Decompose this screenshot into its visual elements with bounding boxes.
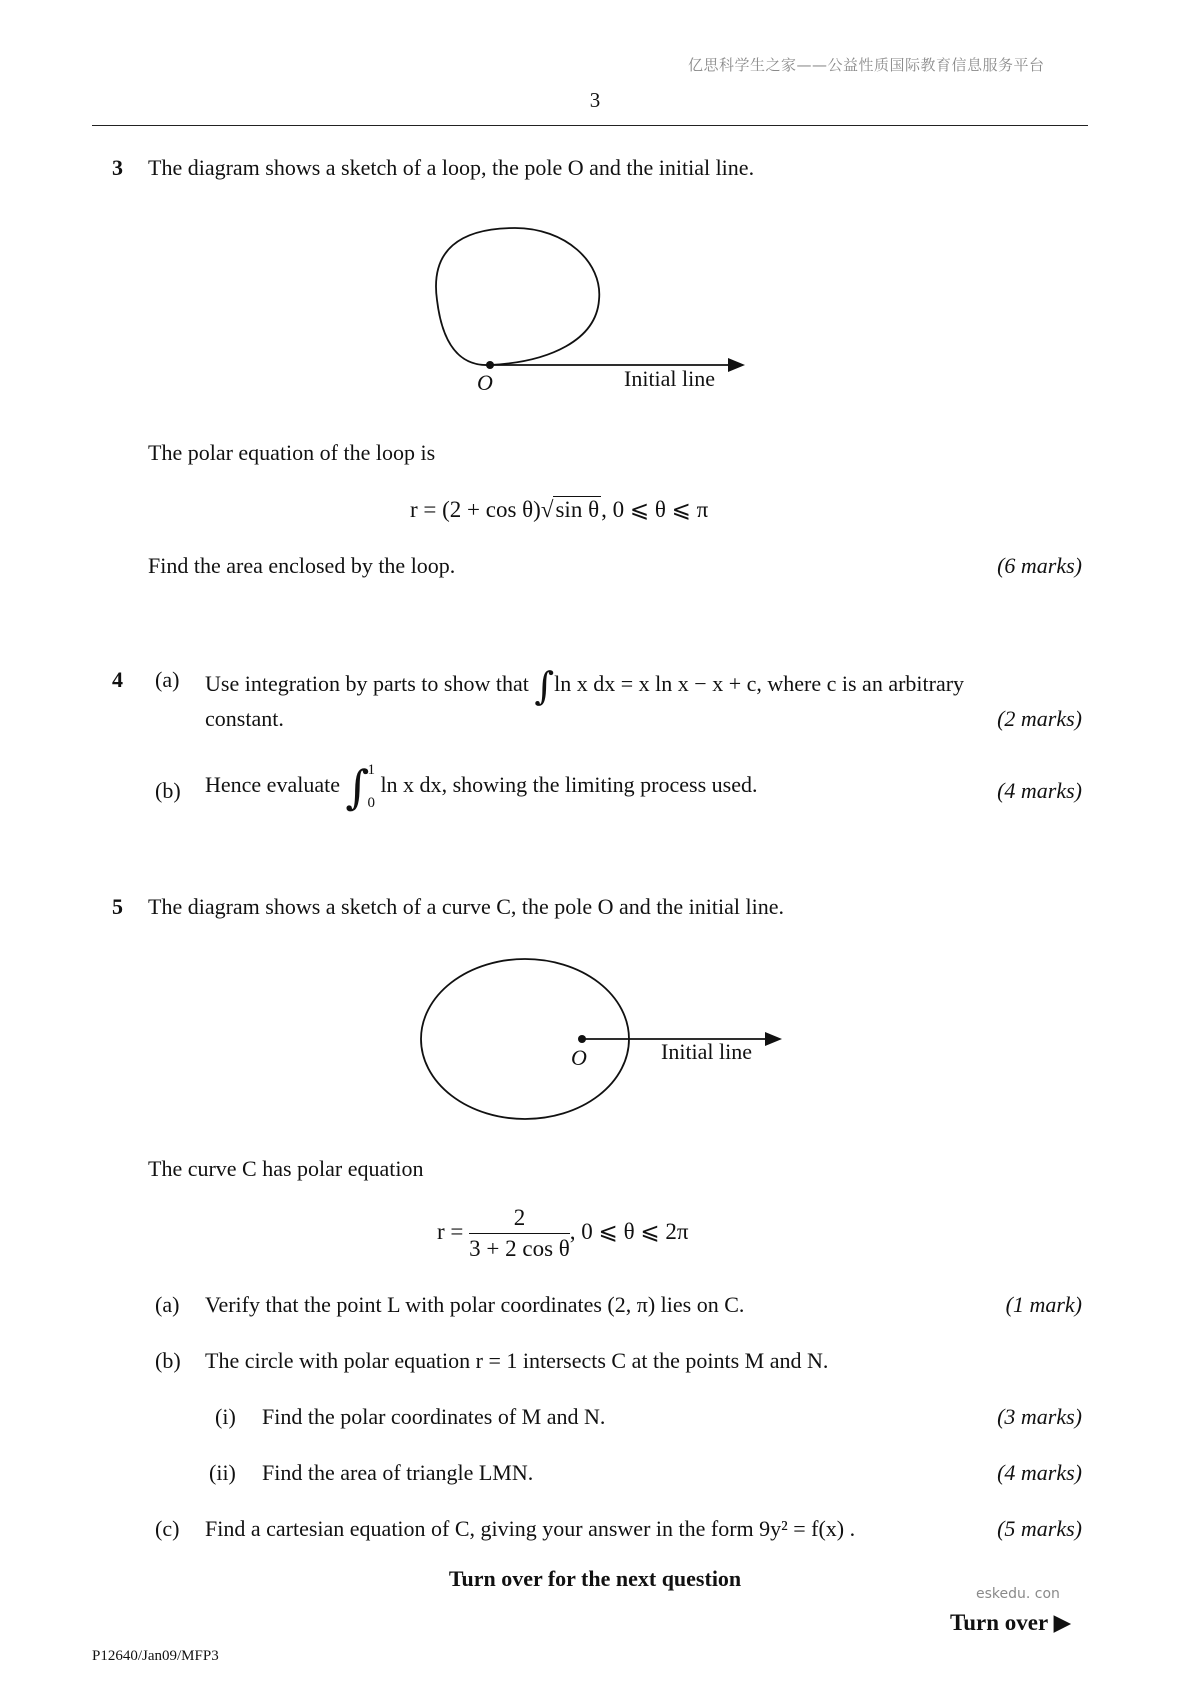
integral-sign: ∫ [534, 664, 555, 708]
q3-intro: The diagram shows a sketch of a loop, the pole O and the initial line. [148, 155, 755, 180]
q4b-text-after: , showing the limiting process used. [441, 771, 758, 797]
q4a-label: (a) [155, 667, 180, 692]
q4-number: 4 [112, 667, 123, 692]
q4a-text-after: , where c is an arbitrary [756, 671, 965, 697]
q5-eq-numerator: 2 [469, 1205, 570, 1234]
q5bi-label: (i) [215, 1404, 236, 1429]
q4b-text-before: Hence evaluate [205, 771, 340, 797]
q5-pole-label: O [571, 1045, 587, 1070]
q3-marks: (6 marks) [997, 553, 1082, 578]
q5-equation [437, 1205, 688, 1262]
q4a-line2: constant. [205, 706, 284, 731]
q4a-marks: (2 marks) [997, 706, 1082, 731]
q3-number: 3 [112, 155, 123, 180]
turn-over-link[interactable]: Turn over ▶ [950, 1610, 1072, 1635]
q5c-text: Find a cartesian equation of C, giving your answer in the form 9y² = f(x) . [205, 1516, 856, 1541]
lower-limit: 0 [367, 795, 375, 811]
q5bi-text: Find the polar coordinates of M and N. [262, 1404, 606, 1429]
definite-integral-sign: ∫ [345, 759, 370, 814]
q3-task: Find the area enclosed by the loop. [148, 553, 456, 578]
q3-eq-range: , 0 ⩽ θ ⩽ π [601, 497, 709, 522]
q5-equation-intro: The curve C has polar equation [148, 1156, 424, 1181]
q5-eq-fraction [469, 1205, 570, 1262]
header-watermark: 亿思科学生之家——公益性质国际教育信息服务平台 [688, 56, 1045, 74]
q3-initial-line-label: Initial line [624, 366, 716, 391]
q4b-marks: (4 marks) [997, 778, 1082, 803]
q3-pole-label: O [477, 370, 493, 395]
turn-over-next-question: Turn over for the next question [448, 1566, 742, 1591]
q5-initial-line-label: Initial line [661, 1039, 753, 1064]
q4b-label: (b) [155, 778, 181, 803]
q5a-text: Verify that the point L with polar coordinates (2, π) lies on C. [205, 1292, 745, 1317]
q3-eq-radicand: sin θ [555, 497, 600, 522]
q5-number: 5 [112, 894, 123, 919]
q5bii-marks: (4 marks) [997, 1460, 1082, 1485]
sqrt-symbol: √ [540, 497, 554, 522]
q5-eq-lhs: r = [437, 1218, 464, 1244]
paper-code: P12640/Jan09/MFP3 [92, 1648, 219, 1664]
q5bii-label: (ii) [209, 1460, 236, 1485]
q3-eq-lhs: r = (2 + cos θ) [410, 497, 541, 522]
q4b-integrand: ln x dx [380, 771, 442, 797]
upper-limit: 1 [367, 762, 375, 778]
q5bi-marks: (3 marks) [997, 1404, 1082, 1429]
q5c-label: (c) [155, 1516, 180, 1541]
q5-pole-point [578, 1035, 586, 1043]
q4a-text-before: Use integration by parts to show that [205, 671, 529, 697]
page-number: 3 [589, 88, 601, 112]
q5-initial-line-arrowhead [765, 1032, 782, 1046]
q5b-text: The circle with polar equation r = 1 intersects C at the points M and N. [205, 1348, 829, 1373]
q5-eq-denominator: 3 + 2 cos θ [469, 1236, 570, 1261]
q4a-integral: ln x dx = x ln x − x + c [554, 671, 757, 697]
q5a-marks: (1 mark) [1005, 1292, 1082, 1317]
bottom-watermark: eskedu. con [976, 1586, 1060, 1602]
q5-intro: The diagram shows a sketch of a curve C, the pole O and the initial line. [148, 894, 784, 919]
q5-eq-range: , 0 ⩽ θ ⩽ 2π [569, 1218, 689, 1244]
q5a-label: (a) [155, 1292, 180, 1317]
q5b-label: (b) [155, 1348, 181, 1373]
q3-equation-intro: The polar equation of the loop is [148, 440, 436, 465]
q5bii-text: Find the area of triangle LMN. [262, 1460, 534, 1485]
q5c-marks: (5 marks) [997, 1516, 1082, 1541]
